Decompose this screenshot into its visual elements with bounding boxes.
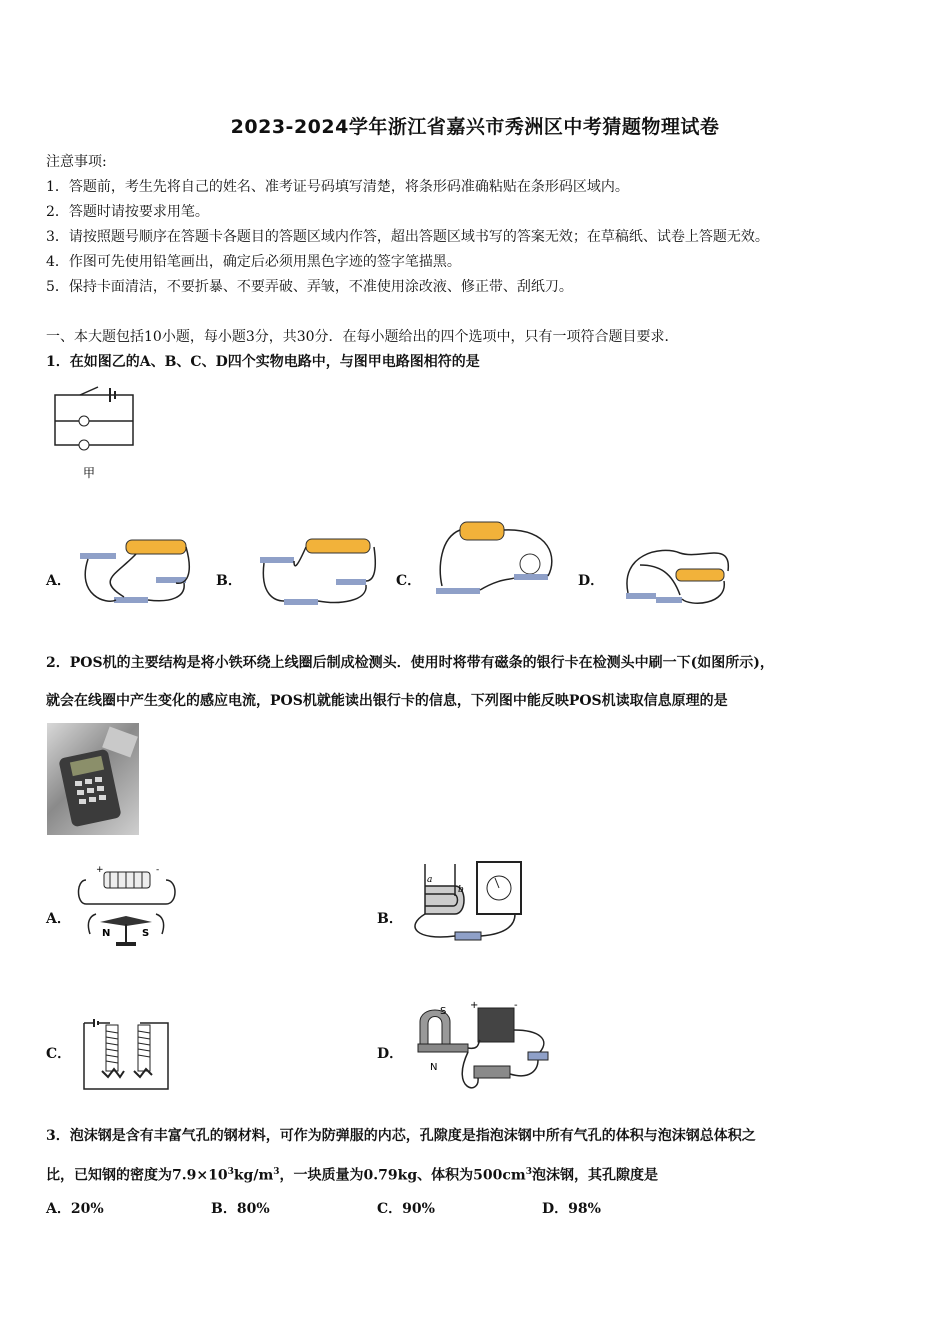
battery-icon	[460, 522, 504, 540]
q1-circuit-b-image	[250, 535, 380, 610]
svg-text:-: -	[514, 1000, 518, 1011]
switch-arm	[80, 387, 98, 395]
svg-text:-: -	[156, 865, 160, 875]
solenoid-icon	[104, 872, 150, 888]
q2-option-a[interactable]: A．	[46, 911, 71, 927]
section-heading: 一、本大题包括10小题，每小题3分，共30分．在每小题给出的四个选项中，只有一项符合题目要求．	[46, 329, 679, 345]
lamp-2-icon	[79, 440, 89, 450]
battery-icon	[676, 569, 724, 581]
q1-option-c[interactable]: C．	[396, 573, 422, 589]
q1-circuit-diagram-jia	[50, 385, 140, 485]
q3-option-c[interactable]: C．90%	[377, 1201, 435, 1217]
notice-heading: 注意事项:	[46, 154, 107, 170]
q2-figure-c	[80, 1015, 172, 1093]
circuit-frame	[55, 395, 133, 445]
q2-figure-b	[405, 856, 530, 956]
notice-item-4: 4．作图可先使用铅笔画出，确定后必须用黑色字迹的签字笔描黑。	[46, 254, 461, 270]
q1-circuit-c-image	[430, 518, 560, 598]
q2-figure-a	[76, 862, 181, 952]
q3-option-a[interactable]: A．20%	[46, 1201, 104, 1217]
q1-option-a[interactable]: A．	[46, 573, 71, 589]
svg-text:b: b	[458, 885, 464, 895]
q2-option-d[interactable]: D．	[377, 1046, 404, 1062]
q1-figure-label: 甲	[83, 466, 96, 480]
q2-option-c[interactable]: C．	[46, 1046, 72, 1062]
svg-text:a: a	[427, 875, 433, 885]
page-title: 2023-2024学年浙江省嘉兴市秀洲区中考猜题物理试卷	[230, 116, 720, 138]
q2-stem-line-2: 就会在线圈中产生变化的感应电流，POS机就能读出银行卡的信息，下列图中能反映POS机读取信息原理的是	[46, 693, 728, 709]
svg-text:S: S	[440, 1006, 447, 1017]
battery-icon	[306, 539, 370, 553]
q2-stem-line-1: 2．POS机的主要结构是将小铁环绕上线圈后制成检测头．使用时将带有磁条的银行卡在检测头中刷一下(如图所示)，	[46, 655, 774, 671]
notice-item-1: 1．答题前，考生先将自己的姓名、准考证号码填写清楚，将条形码准确粘贴在条形码区域内。	[46, 179, 629, 195]
q2-figure-d	[410, 1000, 555, 1100]
q3-stem-line-2: 比，已知钢的密度为$7.9\times 10^3kg/m^3$，一块质量为0.79kg、体积为$500cm^3$泡沫钢，其孔隙度是	[46, 1167, 658, 1184]
q3-stem-line-1: 3．泡沫钢是含有丰富气孔的钢材料，可作为防弹服的内芯，孔隙度是指泡沫钢中所有气孔的体积与泡沫钢总体积之	[46, 1128, 756, 1144]
notice-item-3: 3．请按照题号顺序在答题卡各题目的答题区域内作答，超出答题区域书写的答案无效；在草稿纸、试卷上答题无效。	[46, 229, 769, 245]
pos-machine-photo	[47, 723, 139, 835]
q1-stem: 1．在如图乙的A、B、C、D四个实物电路中，与图甲电路图相符的是	[46, 354, 480, 370]
svg-text:S: S	[142, 928, 150, 939]
q1-option-b[interactable]: B．	[216, 573, 242, 589]
notice-item-2: 2．答题时请按要求用笔。	[46, 204, 209, 220]
notice-item-5: 5．保持卡面清洁，不要折暴、不要弄破、弄皱，不准使用涂改液、修正带、刮纸刀。	[46, 279, 573, 295]
svg-text:N: N	[430, 1062, 438, 1073]
q3-option-b[interactable]: B．80%	[211, 1201, 270, 1217]
svg-text:+: +	[96, 865, 104, 875]
q3-option-d[interactable]: D．98%	[542, 1201, 601, 1217]
q1-circuit-a-image	[76, 535, 196, 610]
battery-box-icon	[478, 1008, 514, 1042]
q1-option-d[interactable]: D．	[578, 573, 605, 589]
battery-icon	[126, 540, 186, 554]
svg-text:N: N	[102, 928, 111, 939]
svg-text:+: +	[470, 1000, 479, 1011]
q1-circuit-d-image	[620, 535, 735, 610]
lamp-1-icon	[79, 416, 89, 426]
q2-option-b[interactable]: B．	[377, 911, 403, 927]
bulb-icon	[520, 554, 540, 574]
